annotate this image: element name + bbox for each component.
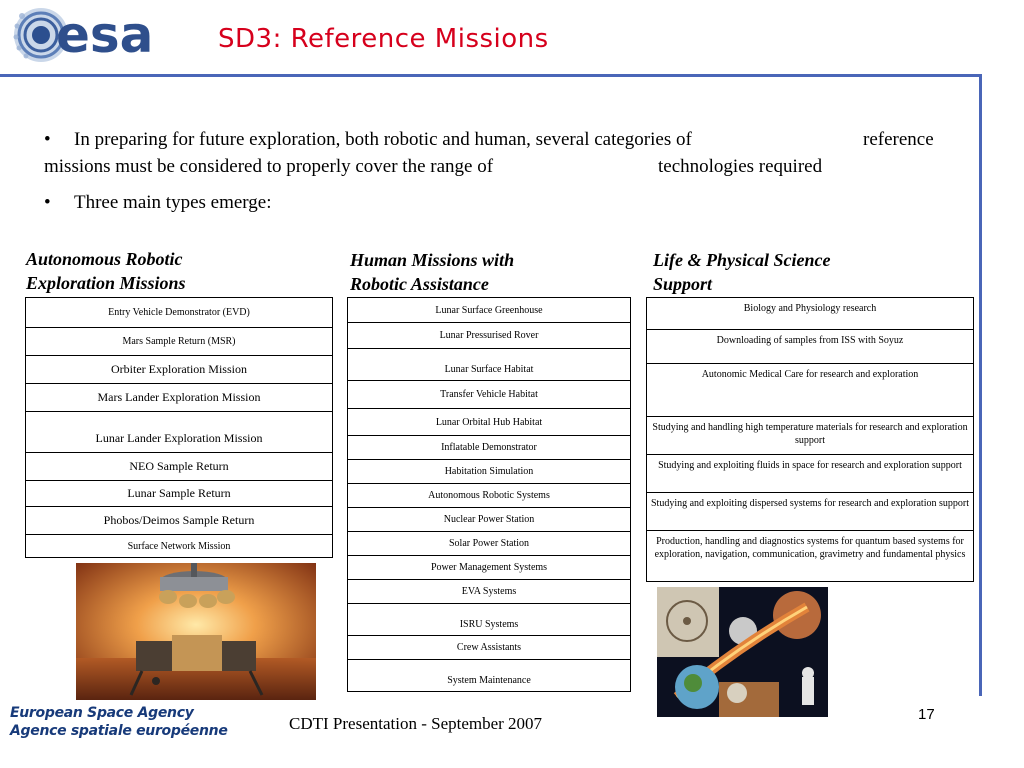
table-cell: Lunar Surface Habitat — [348, 349, 631, 381]
table-cell: Studying and handling high temperature materials for research and exploration support — [647, 417, 974, 455]
col3-heading-line2: Support — [653, 274, 713, 294]
col3-heading-line1: Life & Physical Science — [653, 250, 831, 270]
table-cell: Mars Lander Exploration Mission — [26, 384, 333, 412]
table-cell: Lunar Lander Exploration Mission — [26, 412, 333, 453]
table-cell: Surface Network Mission — [26, 535, 333, 558]
table-cell: Autonomous Robotic Systems — [348, 484, 631, 508]
col2-heading-line1: Human Missions with — [350, 250, 515, 270]
table-cell: Habitation Simulation — [348, 460, 631, 484]
table-cell: EVA Systems — [348, 580, 631, 604]
col1-heading — [26, 247, 246, 295]
table-cell: Lunar Surface Greenhouse — [348, 298, 631, 323]
bullet-1-line1-text: In preparing for future exploration, both robotic and human, several categories of — [74, 129, 692, 150]
bullet-1-line2-text: missions must be considered to properly cover the range of — [44, 156, 494, 177]
bullet-marker: • — [44, 129, 51, 150]
table-cell: NEO Sample Return — [26, 453, 333, 481]
table-cell: Power Management Systems — [348, 556, 631, 580]
page-number: 17 — [918, 706, 935, 723]
bullet-2-text: Three main types emerge: — [74, 192, 272, 213]
table-cell: Inflatable Demonstrator — [348, 436, 631, 460]
mars-lander-illustration — [76, 563, 316, 700]
agency-name-fr: Agence spatiale européenne — [10, 723, 228, 739]
table-cell: Mars Sample Return (MSR) — [26, 328, 333, 356]
frame-right-rule — [979, 74, 982, 696]
col3-heading — [653, 248, 913, 296]
table-cell: Studying and exploiting fluids in space for research and exploration support — [647, 455, 974, 493]
table-cell: Downloading of samples from ISS with Soyuz — [647, 330, 974, 364]
table-cell: Studying and exploiting dispersed systems for research and exploration support — [647, 493, 974, 531]
bullet-1-line1-end: reference — [863, 129, 934, 150]
table-cell: System Maintenance — [348, 660, 631, 692]
svg-text:esa: esa — [56, 6, 154, 64]
agency-name-en: European Space Agency — [10, 705, 194, 721]
col2-heading — [350, 248, 590, 296]
space-exploration-collage — [657, 587, 828, 717]
slide-title: SD3: Reference Missions — [218, 24, 549, 54]
table-cell: Crew Assistants — [348, 636, 631, 660]
esa-agency-name — [10, 704, 228, 740]
human-missions-table — [347, 297, 631, 692]
robotic-missions-table — [25, 297, 333, 558]
table-cell: Lunar Pressurised Rover — [348, 323, 631, 349]
table-cell: Phobos/Deimos Sample Return — [26, 507, 333, 535]
bullet-marker: • — [44, 192, 51, 213]
table-cell: Solar Power Station — [348, 532, 631, 556]
bullet-1-line2-end: technologies required — [658, 156, 823, 177]
frame-top-rule — [0, 74, 982, 77]
table-cell: Entry Vehicle Demonstrator (EVD) — [26, 298, 333, 328]
col1-heading-line1: Autonomous Robotic — [26, 249, 183, 269]
table-cell: Autonomic Medical Care for research and exploration — [647, 364, 974, 417]
col1-heading-line2: Exploration Missions — [26, 273, 186, 293]
footer-presentation: CDTI Presentation - September 2007 — [289, 714, 543, 733]
table-cell: Orbiter Exploration Mission — [26, 356, 333, 384]
table-cell: Lunar Orbital Hub Habitat — [348, 409, 631, 436]
table-cell: Nuclear Power Station — [348, 508, 631, 532]
table-cell: Lunar Sample Return — [26, 481, 333, 507]
table-cell: Production, handling and diagnostics systems for quantum based systems for exploration, navigation, communication, gravimetry and fundamental physics — [647, 531, 974, 582]
table-cell: Biology and Physiology research — [647, 298, 974, 330]
esa-logo — [8, 2, 194, 68]
table-cell: Transfer Vehicle Habitat — [348, 381, 631, 409]
science-support-table — [646, 297, 974, 582]
table-cell: ISRU Systems — [348, 604, 631, 636]
col2-heading-line2: Robotic Assistance — [350, 274, 489, 294]
